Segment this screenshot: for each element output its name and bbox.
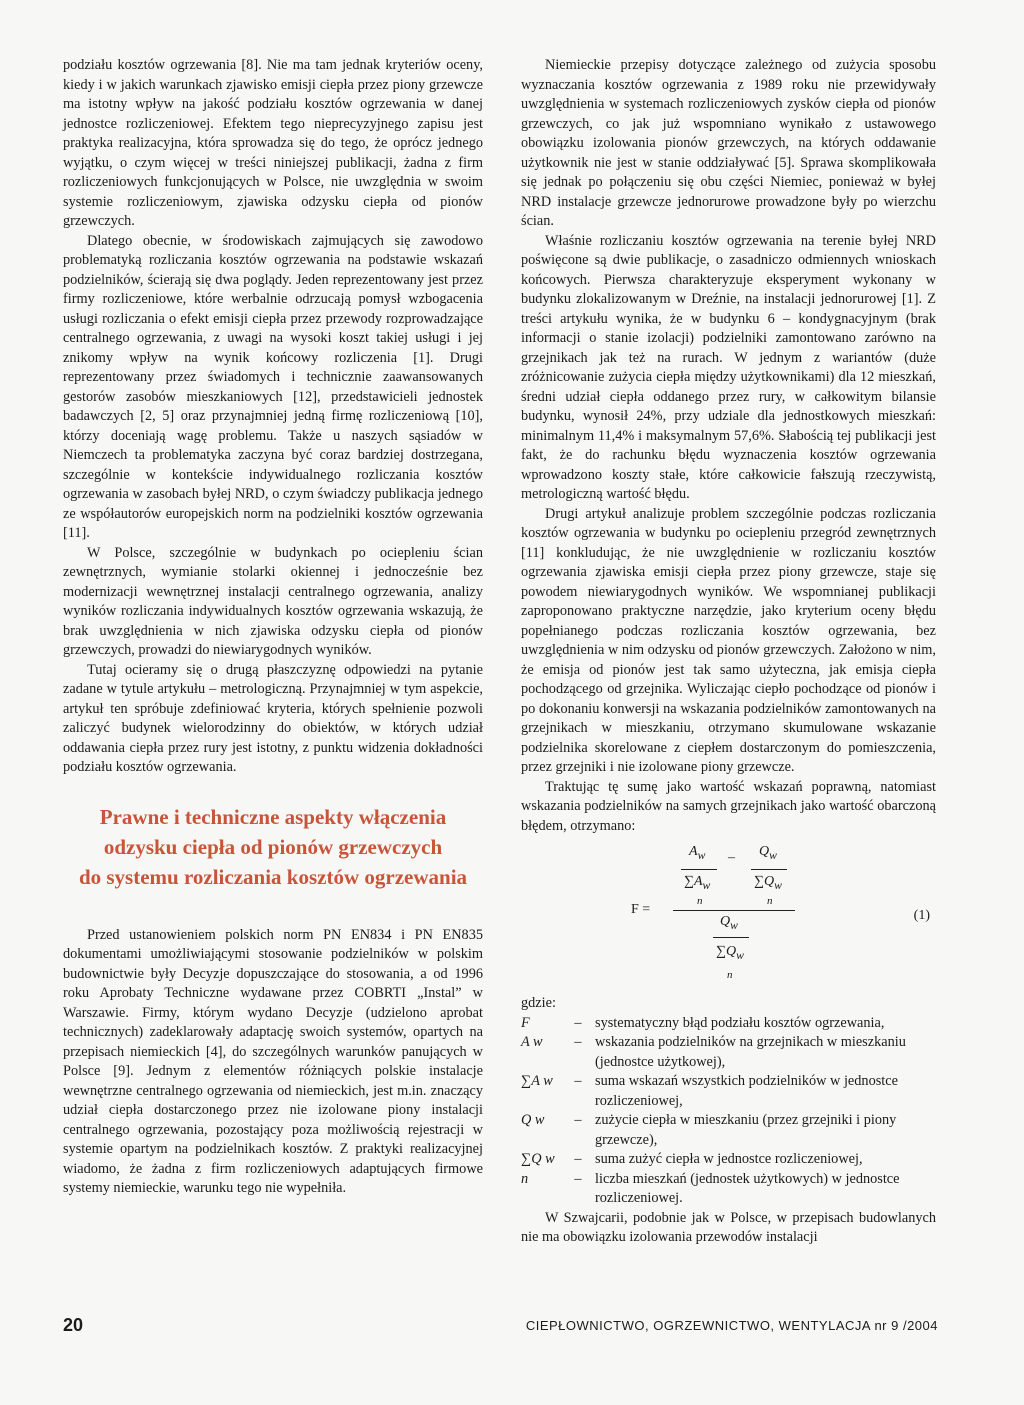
formula-qw: $Q_w$ [759, 844, 777, 862]
definitions-list [521, 994, 936, 1209]
formula-minus: – [728, 850, 735, 865]
definition-item: A w – wskazania podzielników na grzejnikach w mieszkaniu (jednostce użytkowej), [521, 1034, 906, 1070]
formula-n: n [727, 969, 733, 981]
paragraph: Dlatego obecnie, w środowiskach zajmujących się zawodowo problematyką rozliczania kosztów ogrzewania na podstawie wskazań podzielników, ścierają się dwa poglądy. Jeden reprezentowany jest przez firmy rozliczeniowe, które werbalnie odrzucają pomysł wzbogacenia usługi rozliczania o efekt emisji ciepła przez przewody rozprowadzające centralnego ogrzewania, z uwagi na wysoki koszt takiej usługi i jej znikomy wpływ na wynik końcowy rozliczenia [1]. Drugi reprezentowany przez świadomych i technicznie zaawansowanych gestorów zasobów mieszkaniowych [12], przedstawicieli jednostek badawczych [2, 5] oraz przynajmniej jedną firmę rozliczeniową [10], którzy doceniają wagę problemu. Także u naszych sąsiadów w Niemczech ta problematyka zaczyna być coraz bardziej dostrzegana, szczególnie w kontekście indywidualnego rozliczania kosztów ogrzewania w zasobach byłej NRD, o czym świadczy publikacja jednego ze współautorów europejskich norm na podzielniki kosztów ogrzewania [11]. [63, 232, 483, 541]
fraction-line [751, 869, 787, 870]
heading-line: do systemu rozliczania kosztów ogrzewania [78, 864, 468, 889]
fraction-line [713, 937, 749, 938]
paragraph: Właśnie rozliczaniu kosztów ogrzewania na terenie byłej NRD poświęcone są dwie publikacje, o zasadniczo odmiennych wnioskach końcowych. Pierwsza charakteryzuje eksperyment wykonany w budynku zlokalizowanym w Dreźnie, na instalacji jednorurowej [1]. Z treści artykułu wynika, że w budynku 6 – kondygnacyjnym (brak informacji o stanie izolacji) podzielniki zamontowano zarówno na grzejnikach jak też na rurach. W jednym z wariantów (duże zróżnicowanie zużycia ciepła między użytkownikami) dla 12 mieszkań, średni udział ciepła oddanego przez rury, w całkowitym bilansie budynku, wynosił 24%, przy udziale dla jednostkowych mieszkań: minimalnym 11,4% i maksymalnym 57,6%. Słabością tej publikacji jest fakt, że do rachunku błędu wyznaczenia kosztów ogrzewania wprowadzono koszty stałe, które całkowicie fałszują rzeczywistą, metrologiczną wartość błędu. [521, 232, 936, 502]
left-column [63, 56, 483, 1199]
journal-title: CIEPŁOWNICTWO, OGRZEWNICTWO, WENTYLACJA nr 9 /2004 [525, 1318, 938, 1333]
definition-item: Q w – zużycie ciepła w mieszkaniu (przez grzejniki i piony grzewcze), [521, 1112, 897, 1148]
paragraph: podziału kosztów ogrzewania [8]. Nie ma tam jednak kryteriów oceny, kiedy i w jakich warunkach zjawisko emisji ciepła przez piony grzewcze ma istotny wpływ na jakość podziału kosztów ogrzewania w danej jednostce rozliczeniowej. Efektem tego nieprecyzyjnego zapisu jest praktyka realizacyjna, która sprowadza się do tego, że oprócz jednego wyjątku, o czym więcej w treści niniejszej publikacji, żadna z firm rozliczeniowych funkcjonujących w Polsce, nie uwzględnia w swoim systemie rozliczeniowym, zjawiska odzysku ciepła od pionów grzewczych. [63, 57, 483, 229]
paragraph: Przed ustanowieniem polskich norm PN EN834 i PN EN835 dokumentami umożliwiającymi stosowanie podzielników w polskim budownictwie były Decyzje dopuszczające do stosowania, a od 1996 roku Aprobaty Techniczne wydawane przez COBRTI „Instal” w Warszawie. Firmy, którym wydano Decyzje (udzielono aprobat technicznych) zadeklarowały adaptację swoich systemów, opartych na przepisach niemieckich [4], do szczególnych warunków panujących w Polsce [9]. Jednym z elementów różniących polskie instalacje wewnętrzne centralnego ogrzewania od niemieckich, jest m.in. znaczący udział ciepła dostarczonego przez nie izolowane piony instalacji centralnego ogrzewania, pozostający poza możliwością rejestracji w systemie opartym na podzielnikach kosztów. Z praktyki realizacyjnej wiadomo, że żadna z firm rozliczeniowych adaptujących firmowe systemy niemieckie, warunku tego nie wypełniła. [63, 926, 483, 1196]
formula-sum-qw: $\sum Q_w$ [754, 874, 782, 892]
paragraph: W Polsce, szczególnie w budynkach po ociepleniu ścian zewnętrznych, wymianie stolarki okiennej i jednocześnie bez modernizacji wewnętrznej instalacji centralnego ogrzewania, analizy wyników rozliczania indywidualnych kosztów ogrzewania wskazują, że brak uwzględnienia w nich zjawiska odzysku ciepła od pionów grzewczych, prowadzi do niewiarygodnych wyników. [63, 544, 483, 658]
paragraph: Drugi artykuł analizuje problem szczególnie podczas rozliczania kosztów ogrzewania w budynku po ociepleniu przegród zewnętrznych [11] konkludując, że nie uwzględnienie w rozliczaniu kosztów ogrzewania zjawiska emisji ciepła przez piony grzewcze, staje się powodem niewiarygodnych wyników. We wspomnianej publikacji zaproponowano praktyczne narzędzie, jako kryterium oceny błędu popełnianego podczas rozliczania kosztów ogrzewania, bez uwzględnienia w nim odzysku od pionów grzewczych. Założono w nim, że emisja od pionów jest tak samo użyteczna, jak emisja ciepła pochodzącego od grzejnika. Wyliczając ciepło pochodzące od pionów i po dokonaniu konwersji na wskazania podzielników zamontowanych na grzejnikach w mieszkaniu, otrzymano skumulowane wskazanie podzielnika skorelowane z ciepłem dostarczonym do pomieszczenia, przez grzejniki i nie izolowane piony grzewcze. [521, 505, 936, 775]
fraction-line [681, 869, 717, 870]
main-fraction-line [673, 910, 795, 911]
formula-aw: $A_w$ [689, 844, 706, 862]
where-label: gdzie: [521, 995, 556, 1011]
paragraph: Niemieckie przepisy dotyczące zależnego od zużycia sposobu wyznaczania kosztów ogrzewania z 1989 roku nie przewidywały uwzględnienia w systemach rozliczeniowych zysków ciepła od pionów grzewczych, co jak już wspomniano wynikało z ustawowego obowiązku izolowania pionów grzewczych, na których oddawanie użytkownik nie jest w stanie oddziaływać [5]. Sprawa skomplikowała się jednak po połączeniu się obu części Niemiec, ponieważ w byłej NRD instalacje grzewcze jednorurowe prowadzone były po wierzchu ścian. [521, 57, 936, 229]
definition-item: ∑A w – suma wskazań wszystkich podzielników w jednostce rozliczeniowej, [521, 1073, 898, 1109]
right-column [521, 56, 936, 1248]
formula-1 [521, 842, 936, 990]
definition-item: ∑Q w – suma zużyć ciepła w jednostce rozliczeniowej, [521, 1151, 863, 1167]
equation-number: (1) [913, 908, 930, 923]
section-heading [63, 802, 483, 892]
formula-qw: $Q_w$ [720, 914, 738, 932]
paragraph: Tutaj ocieramy się o drugą płaszczyznę odpowiedzi na pytanie zadane w tytule artykułu – metrologiczną. Przynajmniej w tym aspekcie, artykuł ten spróbuje zdefiniować kryteria, których spełnienie pozwoli zaliczyć budynek wielorodzinny do obiektów, w których udział oddawania ciepła przez rury jest istotny, z punktu widzenia dokładności podziału kosztów ogrzewania. [63, 661, 483, 775]
paragraph: W Szwajcarii, podobnie jak w Polsce, w przepisach budowlanych nie ma obowiązku izolowania przewodów instalacji [521, 1209, 936, 1245]
formula-sum-aw: $\sum A_w$ [684, 874, 711, 892]
heading-line: odzysku ciepła od pionów grzewczych [103, 834, 443, 859]
paragraph: Traktując tę sumę jako wartość wskazań poprawną, natomiast wskazania podzielników na samych grzejnikach jako wartość obarczoną błędem, otrzymano: [521, 778, 936, 834]
formula-n: n [697, 895, 703, 907]
formula-sum-qw: $\sum Q_w$ [716, 944, 744, 962]
definition-item: F – systematyczny błąd podziału kosztów ogrzewania, [521, 1014, 885, 1031]
formula-n: n [767, 895, 773, 907]
page-number: 20 [63, 1315, 84, 1335]
formula-lhs: F = [631, 902, 651, 917]
definition-item: n – liczba mieszkań (jednostek użytkowych) w jednostce rozliczeniowej. [521, 1170, 900, 1206]
heading-line: Prawne i techniczne aspekty włączenia [99, 804, 447, 829]
